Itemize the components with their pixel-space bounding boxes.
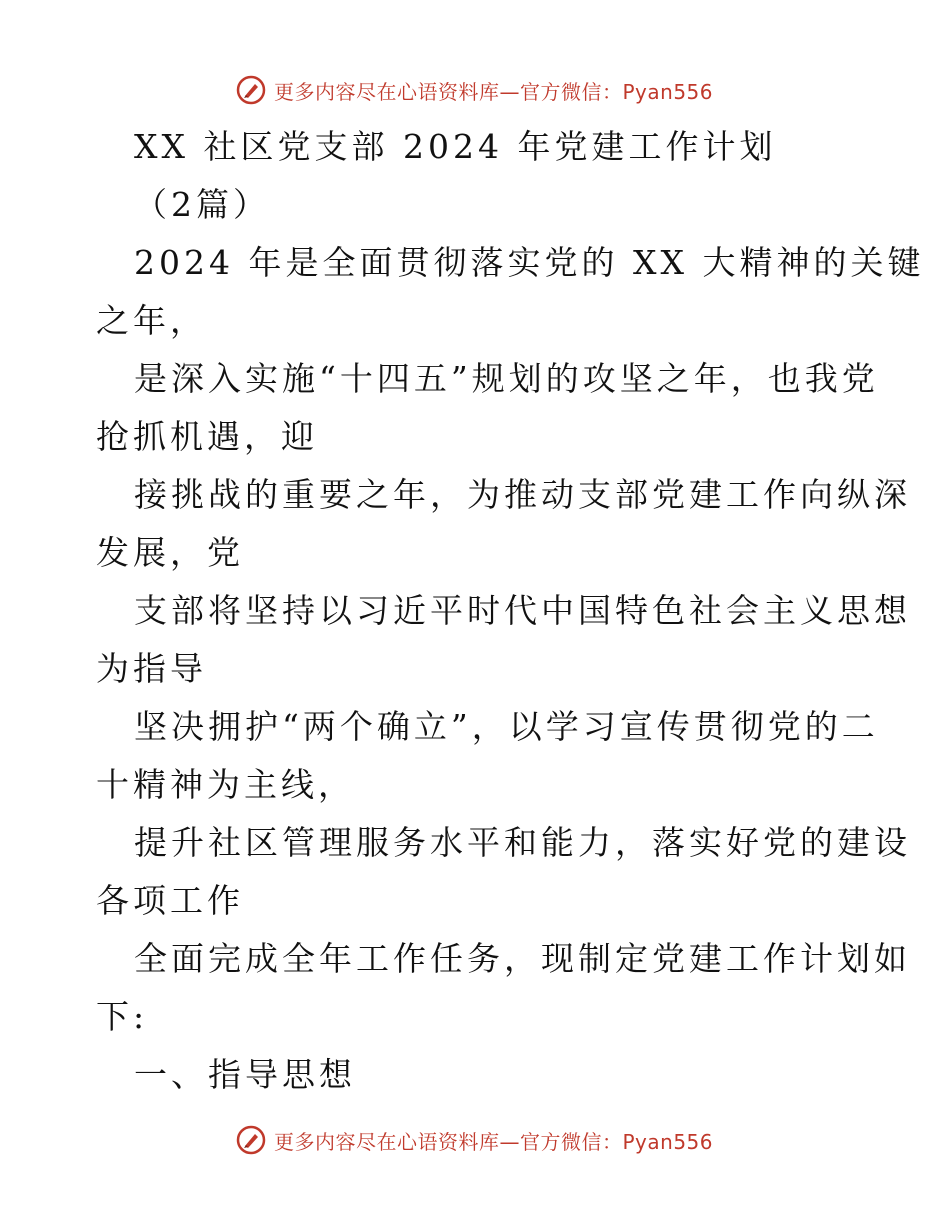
- paragraph-line: 坚决拥护“两个确立”，以学习宣传贯彻党的二: [134, 707, 879, 746]
- document-subtitle: （2篇）: [134, 185, 270, 224]
- paragraph-line: 各项工作: [96, 881, 244, 920]
- paragraph-line: 2024 年是全面贯彻落实党的 XX 大精神的关键: [134, 243, 925, 282]
- watermark-text: 更多内容尽在心语资料库—官方微信：Pyan556: [274, 1129, 714, 1154]
- paragraph-line: 十精神为主线，: [96, 765, 355, 804]
- section-heading: 一、指导思想: [134, 1055, 356, 1094]
- paragraph-line: 抢抓机遇，迎: [96, 417, 318, 456]
- paragraph-line: 下:: [96, 997, 149, 1036]
- paragraph-line: 为指导: [96, 649, 207, 688]
- paragraph-line: 之年，: [96, 301, 207, 340]
- header-watermark: [236, 72, 713, 108]
- document-title: XX 社区党支部 2024 年党建工作计划: [134, 127, 777, 166]
- footer-watermark: [236, 1122, 713, 1158]
- pen-seal-icon: [236, 75, 266, 105]
- paragraph-line: 全面完成全年工作任务，现制定党建工作计划如: [134, 939, 911, 978]
- watermark-text: 更多内容尽在心语资料库—官方微信：Pyan556: [274, 79, 714, 104]
- paragraph-line: 支部将坚持以习近平时代中国特色社会主义思想: [134, 591, 911, 630]
- paragraph-line: 发展，党: [96, 533, 244, 572]
- pen-seal-icon: [236, 1125, 266, 1155]
- paragraph-line: 是深入实施“十四五”规划的攻坚之年，也我党: [134, 359, 879, 398]
- paragraph-line: 提升社区管理服务水平和能力，落实好党的建设: [134, 823, 911, 862]
- paragraph-line: 接挑战的重要之年，为推动支部党建工作向纵深: [134, 475, 911, 514]
